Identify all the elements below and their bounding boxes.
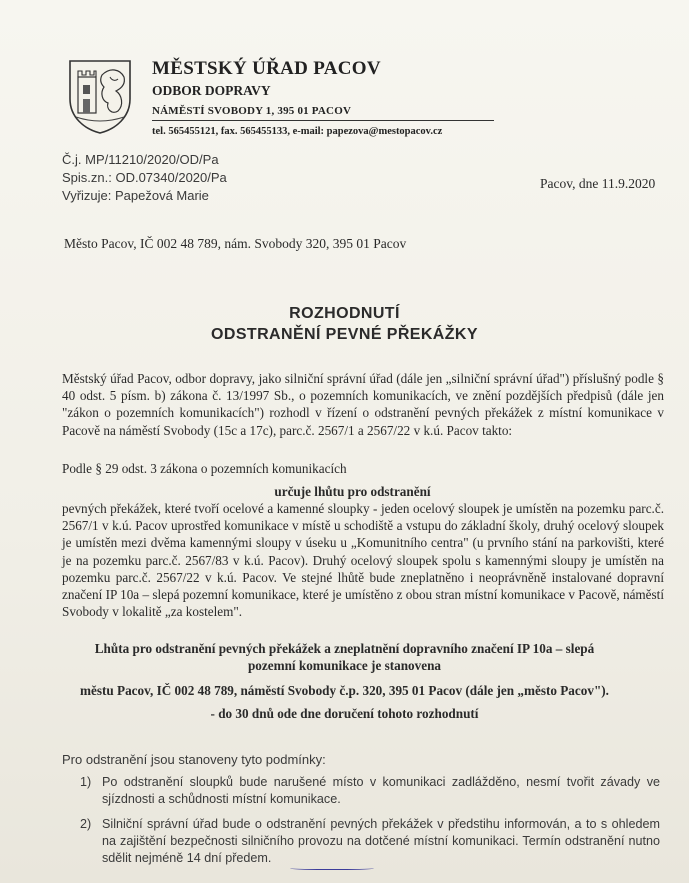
office-contact: tel. 565455121, fax. 565455133, e-mail: papezova@mestopacov.cz (152, 126, 443, 137)
deadline-term: - do 30 dnů ode dne doručení tohoto rozhodnutí (210, 706, 479, 721)
office-name: MĚSTSKÝ ÚŘAD PACOV (152, 58, 381, 79)
obstacle-description-paragraph: pevných překážek, které tvoří ocelové a kamenné sloupky - jeden ocelový sloupek je umístěn na pozemku parc.č. 2567/1 v k.ú. Pacov uprostřed komunikace v místě u schodiště a vstupu do základní školy, druhý ocelový sloupek je umístěn mezi dvěma kamennými sloupy v úseku u „Komunitního centra" (u prvního stání na parkovišti, které je na pozemku parc.č. 2567/83 v k.ú. Pacov). Druhý ocelový sloupek spolu s kamennými sloupy je umístěn na pozemku parc.č. 2567/22 v k.ú. Pacov. Ve stejné lhůtě bude zneplatněno i neoprávněně instalované dopravní značení IP 10a – slepá pozemní komunikace, které je umístěno z obou stran místní komunikace v Pacově, náměstí Svobody v lokalitě „za kostelem". (62, 501, 664, 620)
document-date: Pacov, dne 11.9.2020 (540, 176, 656, 191)
addressee: Město Pacov, IČ 002 48 789, nám. Svobody 320, 395 01 Pacov (64, 236, 407, 251)
header-divider (152, 120, 494, 121)
town-coat-of-arms-icon (66, 55, 134, 135)
document-title: ROZHODNUTÍ (289, 305, 400, 322)
list-item-number: 1) (80, 775, 92, 789)
deadline-heading-line2: pozemní komunikace je stanovena (247, 658, 442, 673)
list-item-number: 2) (80, 817, 92, 831)
department-name: ODBOR DOPRAVY (152, 83, 271, 98)
deadline-recipient: městu Pacov, IČ 002 48 789, náměstí Svobody č.p. 320, 395 01 Pacov (dále jen „město Pacov"). (80, 683, 609, 698)
deadline-heading-line1: Lhůta pro odstranění pevných překážek a zneplatnění dopravního značení IP 10a – slepá (94, 641, 595, 656)
conditions-intro: Pro odstranění jsou stanoveny tyto podmínky: (62, 752, 326, 767)
document-subtitle: ODSTRANĚNÍ PEVNÉ PŘEKÁŽKY (211, 326, 478, 343)
handled-by: Vyřizuje: Papežová Marie (62, 188, 209, 203)
list-item-text: Po odstranění sloupků bude narušené místo v komunikaci zadlážděno, nesmí tvořit závady ve sjízdnosti a schůdnosti místní komunikace. (102, 775, 660, 806)
intro-paragraph: Městský úřad Pacov, odbor dopravy, jako silniční správní úřad (dále jen „silniční správní úřad") příslušný podle § 40 odst. 5 písm. b) zákona č. 13/1997 Sb., o pozemních komunikacích, ve znění pozdějších předpisů (dále jen "zákon o pozemních komunikacích") rozhodl v řízení o odstranění pevných překážek z místní komunikace v Pacově na náměstí Svobody (15c a 17c), parc.č. 2567/1 a 2567/22 v k.ú. Pacov takto: (62, 371, 664, 438)
decision-statement: určuje lhůtu pro odstranění (274, 484, 431, 499)
list-item-text: Silniční správní úřad bude o odstranění pevných překážek v předstihu informován, a to s ohledem na zajištění bezpečnosti silničního provozu na dotčené místní komunikaci. Termín odstranění nutno sdělit nejméně 14 dní předem. (102, 817, 660, 865)
reference-number: Č.j. MP/11210/2020/OD/Pa (62, 152, 219, 167)
legal-basis-paragraph: Podle § 29 odst. 3 zákona o pozemních komunikacích (62, 461, 347, 476)
handwritten-underline (290, 866, 374, 870)
office-address: NÁMĚSTÍ SVOBODY 1, 395 01 PACOV (152, 105, 352, 117)
file-number: Spis.zn.: OD.07340/2020/Pa (62, 170, 227, 185)
